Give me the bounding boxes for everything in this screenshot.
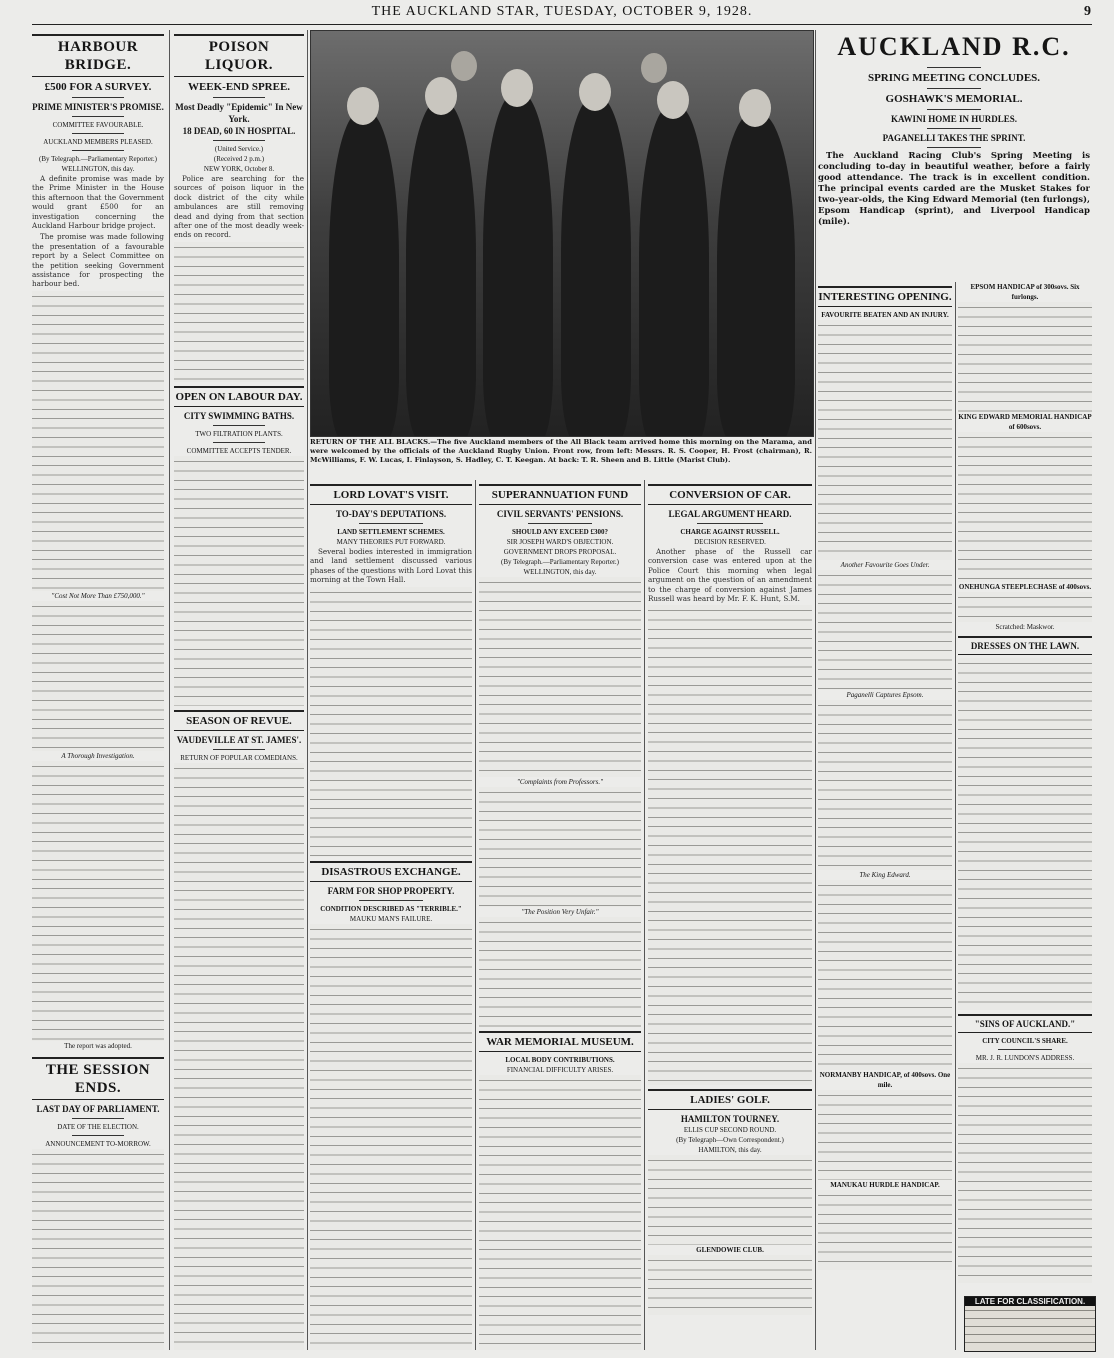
scratched: Scratched: Maskwor. [995,623,1055,631]
column-lord-lovat [310,480,472,1350]
body-text-block [818,880,952,1070]
result-king-edward: KING EDWARD MEMORIAL HANDICAP of 600sovs. [958,413,1092,431]
crosshead: "Cost Not More Than £750,000." [51,591,145,600]
subhead-last-day: LAST DAY OF PARLIAMENT. [36,1103,160,1114]
body-text-block [958,1063,1092,1283]
headline-dresses: DRESSES ON THE LAWN. [958,636,1092,655]
subhead-council: CITY COUNCIL'S SHARE. [982,1037,1068,1045]
headline-superannuation: SUPERANNUATION FUND [479,484,641,505]
body-text-block [818,1090,952,1180]
subhead-land: LAND SETTLEMENT SCHEMES. [337,528,445,536]
crosshead: Paganelli Captures Epsom. [846,691,924,699]
subhead-hamilton: HAMILTON TOURNEY. [680,1114,780,1125]
subhead-legal: LEGAL ARGUMENT HEARD. [668,509,792,519]
subhead-promise: PRIME MINISTER'S PROMISE. [32,102,164,112]
result-epsom: EPSOM HANDICAP of 300sovs. Six furlongs. [970,283,1080,301]
subhead-drops: GOVERNMENT DROPS PROPOSAL. [503,548,617,556]
subhead-ellis: ELLIS CUP SECOND ROUND. [683,1126,777,1135]
body-text-block [479,1075,641,1350]
subhead-paganelli: PAGANELLI TAKES THE SPRINT. [882,133,1026,143]
column-poison-liquor [174,30,304,1350]
body-text-block [648,1155,812,1245]
body-text-block [818,700,952,870]
body-text-block [174,456,304,706]
body-text-block [32,291,164,591]
body-text-block [32,761,164,1041]
body-text-block [648,605,812,1085]
dateline: HAMILTON, this day. [698,1146,762,1155]
dateline: WELLINGTON, this day. [61,165,135,173]
subhead-members: AUCKLAND MEMBERS PLEASED. [43,138,153,146]
headline-poison-liquor: POISON LIQUOR. [174,34,304,77]
byline: (By Telegraph.—Parliamentary Reporter.) [39,155,157,163]
headline-harbour-bridge: HARBOUR BRIDGE. [32,34,164,77]
headline-golf: LADIES' GOLF. [648,1089,812,1110]
headline-opening: INTERESTING OPENING. [818,286,952,307]
byline: (United Service.) [214,145,264,153]
headline-sins: "SINS OF AUCKLAND." [958,1014,1092,1033]
paragraph: The promise was made following the presentation of a favourable report by a Select Committee on the petition seeking Government assistance for prospecting the harbour bed. [32,232,164,289]
subhead-pensions: CIVIL SERVANTS' PENSIONS. [496,509,624,519]
subhead-kawini: KAWINI HOME IN HURDLES. [890,114,1018,124]
crosshead: "Complaints from Professors." [516,778,604,786]
paragraph: A definite promise was made by the Prime Minister in the House this afternoon that the Government would grant £500 for an investigation concerning the Auckland Harbour bridge project. [32,174,164,231]
subhead-survey: £500 FOR A SURVEY. [44,81,152,93]
column-superannuation [479,480,641,1350]
result-normanby: NORMANBY HANDICAP, of 400sovs. One mile. [819,1071,951,1089]
all-blacks-photo [310,30,814,437]
subhead-favourite: FAVOURITE BEATEN AND AN INJURY. [821,311,949,319]
body-text-block [479,577,641,777]
paragraph: Several bodies interested in immigration and land settlement discussed various phases of the questions with Lord Lovat this morning at the Town Hall. [310,547,472,585]
body-text-block [958,432,1092,582]
masthead [32,4,1092,25]
subhead-baths: CITY SWIMMING BATHS. [183,410,295,421]
body-text-block [174,242,304,382]
photo-caption: RETURN OF THE ALL BLACKS.—The five Auckland members of the All Black team arrived home this morning on the Marama, and were welcomed by the officials of the Auckland Rugby Union. Front row, from left: Messrs. R. S. Cooper, H. Frost (chairman), R. McWilliams, F. W. Lucas, I. Finlayson, S. Hadley, C. T. Keegan. At back: T. R. Sheen and B. Little (Marist Club). [310,438,812,464]
body-text-block [32,601,164,751]
subhead-spree: WEEK-END SPREE. [187,81,291,93]
subhead-terrible: CONDITION DESCRIBED AS "TERRIBLE." [320,904,462,913]
headline-exchange: DISASTROUS EXCHANGE. [310,861,472,882]
subhead-mauku: MAUKU MAN'S FAILURE. [349,914,433,923]
received: (Received 2 p.m.) [213,155,265,163]
headline-revue: SEASON OF REVUE. [174,710,304,731]
headline-session-ends: THE SESSION ENDS. [32,1057,164,1100]
subhead-farm: FARM FOR SHOP PROPERTY. [327,885,455,896]
subhead-comedians: RETURN OF POPULAR COMEDIANS. [180,753,298,762]
subhead-theories: MANY THEORIES PUT FORWARD. [336,538,446,546]
body-text-block [818,1190,952,1270]
paragraph: Another phase of the Russell car conversion case was entered upon at the Police Court this morning when legal argument on the question of an amendment to the charge of conversion against James Russell was heard by Mr. F. K. Hunt, S.M. [648,547,812,604]
subhead-difficulty: FINANCIAL DIFFICULTY ARISES. [506,1066,614,1074]
dateline: NEW YORK, October 8. [203,165,275,173]
body-text-block [310,924,472,1350]
body-text-block [174,763,304,1350]
column-sins-of-auckland [958,1010,1092,1290]
crosshead: Another Favourite Goes Under. [840,561,930,569]
result-manukau: MANUKAU HURDLE HANDICAP. [830,1181,940,1189]
subhead-committee: COMMITTEE FAVOURABLE. [52,121,144,129]
body-text-block [310,587,472,857]
body-text-block [479,787,641,907]
crosshead: A Thorough Investigation. [61,751,135,760]
crosshead: "The Position Very Unfair." [521,908,599,916]
subhead-vaudeville: VAUDEVILLE AT ST. JAMES'. [176,734,302,745]
column-harbour-bridge [32,30,164,1350]
classified-advert [964,1296,1096,1352]
headline-war-museum: WAR MEMORIAL MUSEUM. [479,1031,641,1052]
body-text-block [479,917,641,1027]
body-text-block [958,302,1092,412]
subhead-glendowie: GLENDOWIE CLUB. [696,1246,764,1255]
subhead-election: DATE OF THE ELECTION. [57,1122,139,1131]
dateline: WELLINGTON, this day. [523,568,597,576]
subhead-contributions: LOCAL BODY CONTRIBUTIONS. [505,1056,615,1064]
subhead-decision: DECISION RESERVED. [694,538,766,546]
headline-lord-lovat: LORD LOVAT'S VISIT. [310,484,472,505]
subhead-objection: SIR JOSEPH WARD'S OBJECTION. [506,538,614,546]
racing-header [818,30,1090,280]
body-text-block [958,592,1092,622]
crosshead: The King Edward. [859,871,911,879]
racing-lead: The Auckland Racing Club's Spring Meeting is concluding to-day in beautiful weather, before a fairly good attendance. The track is in excellent condition. The principal events carded are the Musket Stakes for two-year-olds, the King Edward Memorial (ten furlongs), Epsom Handicap (sprint), and Liverpool Handicap (mile). [818,151,1090,227]
subhead-filtration: TWO FILTRATION PLANTS. [195,429,283,438]
subhead-lundon: MR. J. R. LUNDON'S ADDRESS. [975,1054,1075,1062]
headline-conversion: CONVERSION OF CAR. [648,484,812,505]
body-text-block [648,1255,812,1315]
subhead-goshawk: GOSHAWK'S MEMORIAL. [885,93,1023,105]
body-text-block [818,320,952,560]
paragraph: Police are searching for the sources of poison liquor in the dock district of the city while ambulances are still removing dead and dying from that section after one of the most deadly week-ends on record. [174,174,304,240]
headline-labour-day: OPEN ON LABOUR DAY. [174,386,304,407]
ad-header: LATE FOR CLASSIFICATION. [965,1297,1095,1306]
subhead-announcement: ANNOUNCEMENT TO-MORROW. [45,1139,151,1148]
page-number: 9 [1084,4,1092,19]
subhead-epidemic: Most Deadly "Epidemic" In New York. [175,102,303,124]
subhead-deputations: TO-DAY'S DEPUTATIONS. [335,509,447,519]
subhead-exceed: SHOULD ANY EXCEED £300? [511,528,608,536]
body-text-block [32,1149,164,1350]
byline: (By Telegraph—Own Correspondent.) [676,1136,784,1145]
subhead-spring: SPRING MEETING CONCLUDES. [867,72,1041,84]
subhead-charge: CHARGE AGAINST RUSSELL. [680,528,780,536]
headline-auckland-rc: AUCKLAND R.C. [837,32,1071,61]
column-interesting-opening [818,282,952,1350]
report-adopted: The report was adopted. [64,1041,132,1050]
byline: (By Telegraph.—Parliamentary Reporter.) [501,558,619,566]
subhead-dead: 18 DEAD, 60 IN HOSPITAL. [182,126,296,136]
column-conversion-car [648,480,812,1350]
subhead-tender: COMMITTEE ACCEPTS TENDER. [186,446,292,455]
body-text-block [818,570,952,690]
masthead-title: THE AUCKLAND STAR, TUESDAY, OCTOBER 9, 1928. [371,4,753,19]
result-onehunga: ONEHUNGA STEEPLECHASE of 400sovs. [958,583,1092,591]
